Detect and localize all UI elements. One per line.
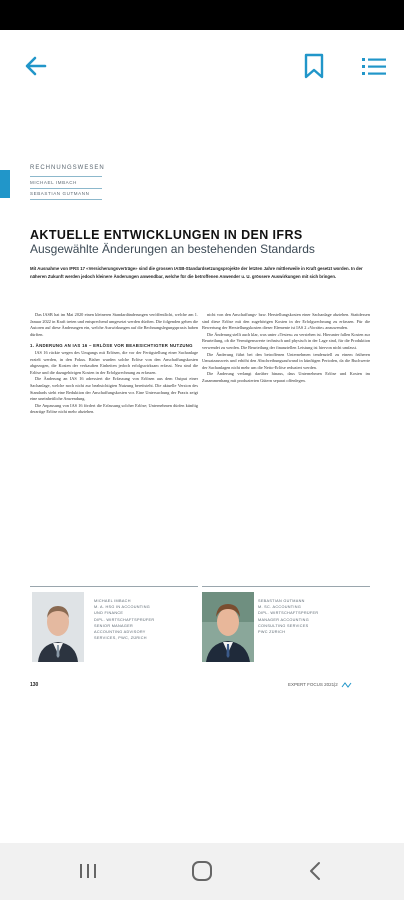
back-button[interactable] <box>20 50 52 82</box>
bio-line: DIPL. WIRTSCHAFTSPRÜFER <box>94 617 155 622</box>
journal-logo-icon <box>341 682 353 688</box>
bio-line: M. SC. ACCOUNTING <box>258 605 302 610</box>
home-button[interactable] <box>187 858 217 884</box>
recents-button[interactable] <box>73 858 103 884</box>
status-bar <box>0 0 404 30</box>
paragraph: Die Änderung an IAS 16 adressiert die Erfassung von Erlösen aus dem Output einer Sachanlage, welche noch nicht zur beabsichtigten Nutzung bereitsteht. Die aktuelle Version des Standards sieht eine Reduktion der Anschaffungskosten vor. Eine Untersuchung der Praxis zeigt eine uneinheitliche Anwendung. <box>30 376 198 402</box>
system-back-button[interactable] <box>301 858 331 884</box>
bio-line: SENIOR MANAGER <box>94 623 134 628</box>
bio-line: SEBASTIAN GUTMANN <box>258 599 305 603</box>
table-of-contents-button[interactable] <box>358 50 390 82</box>
bio-line: CONSULTING SERVICES <box>258 623 309 628</box>
author-photo-1 <box>32 592 84 662</box>
body-column-right <box>202 312 370 582</box>
journal-name: EXPERT FOCUS 2021|2 <box>288 682 338 688</box>
section-marker <box>0 170 10 198</box>
bio-line: UND FINANCE <box>94 611 124 616</box>
bio-line: MICHAEL IMBACH <box>94 599 131 603</box>
author-2: SEBASTIAN GUTMANN <box>30 191 90 196</box>
paragraph: Die Änderung stellt auch klar, was unter «Testen» zu verstehen ist. Hierunter fallen Kosten zur Beurteilung, ob die Vermögenswerte technisch und physisch in der Lage sind, für die Produktion verwendet zu werden. Die Beurteilung der finanziellen Leistung ist hiervon nicht umfasst. <box>202 331 370 350</box>
column-rule <box>202 586 370 587</box>
section-heading: 1. ÄNDERUNG AN IAS 16 – ERLÖSE VOR BEABSICHTIGTER NUTZUNG <box>30 343 193 349</box>
list-menu-icon <box>360 54 388 78</box>
home-icon <box>190 859 214 883</box>
page-number: 130 <box>30 682 39 688</box>
paragraph: Die Änderung verlangt darüber hinaus, dass Unternehmen Erlöse und Kosten im Zusammenhang mit produzierten Gütern separat offenlegen. <box>202 371 370 383</box>
recents-icon <box>77 861 99 881</box>
bio-line: SERVICES, PWC, ZÜRICH <box>94 636 147 641</box>
author-bio-1 <box>94 598 154 641</box>
paragraph: nicht von den Anschaffungs- bzw. Herstellungskosten einer Sachanlage abziehen. Stattdessen sind diese Erlöse mit den zugehörigen Kosten in der Erfolgsrechnung zu erfassen. Für die Bewertung der Herstellungskosten dieser Elemente ist IAS 2 «Vorräte» anzuwenden. <box>202 312 370 331</box>
section-rule <box>30 176 102 177</box>
bio-line: DIPL. WIRTSCHAFTSPRÜFER <box>258 611 319 616</box>
paragraph: Die Anpassung von IAS 16 fördert die Erfassung solcher Erlöse; Unternehmen dürfen künftig derartige Erlöse nicht mehr abziehen. <box>30 402 198 415</box>
paragraph: Die Änderung führt bei den betroffenen Unternehmen tendenziell zu einem früheren Umsatzausweis und erhöht den Abschreibungsaufwand in künftigen Perioden, da die Buchwerte der Sachanlagen nicht mehr um die Netto-Erlöse reduziert werden. <box>202 351 370 370</box>
column-rule <box>30 586 198 587</box>
bio-line: ACCOUNTING ADVISORY <box>94 630 146 635</box>
author-bio-2 <box>258 598 318 635</box>
arrow-left-icon <box>23 53 49 79</box>
bookmark-button[interactable] <box>298 50 330 82</box>
article-subtitle: Ausgewählte Änderungen an bestehenden Standards <box>30 242 315 256</box>
bio-line: M. A. HSG IN ACCOUNTING <box>94 605 151 610</box>
bookmark-icon <box>301 52 327 80</box>
author-photo-2 <box>202 592 254 662</box>
section-label: RECHNUNGSWESEN <box>30 165 105 171</box>
paragraph: IAS 16 rückte wegen des Umgangs mit Erlösen, die vor der Fertigstellung einer Sachanlage erzielt werden, in den Fokus. Bisher wurden solche Erlöse von den Anschaffungskosten abgezogen, die Kosten der verkauften Einheiten jedoch erfolgswirksam erfasst. Neu sind die Erlöse und die dazugehörigen Kosten in der Erfolgsrechnung zu erfassen. <box>30 349 198 375</box>
back-chevron-icon <box>306 860 326 882</box>
article-title: AKTUELLE ENTWICKLUNGEN IN DEN IFRS <box>30 228 303 242</box>
body-column-left <box>30 312 198 582</box>
author-rule <box>30 199 102 200</box>
author-1: MICHAEL IMBACH <box>30 180 77 185</box>
journal-footer <box>288 682 353 688</box>
bio-line: PWC ZÜRICH <box>258 630 286 635</box>
author-rule <box>30 188 102 189</box>
bio-line: MANAGER ACCOUNTING <box>258 617 309 622</box>
paragraph: Das IASB hat im Mai 2020 einen kleineren Standardänderungen veröffentlicht, welche am 1. Januar 2022 in Kraft treten und entsprechend umgesetzt werden dürften. Die folgenden gehen die Autoren auf diese Änderungen ein, welche Auswirkungen auf die Rechnungslegungspraxis haben dürften. <box>30 312 198 337</box>
reader-toolbar <box>0 30 404 100</box>
article-lead: Mit Ausnahme von IFRS 17 «Versicherungsverträge» sind die grossen IASB-Standardsetzungsprojekte der letzten Jahre mittlerweile in Kraft gesetzt worden. In der näheren Zukunft werden jedoch kleinere Änderungen anwendbar, welche für die betroffenen Anwender u. U. grössere Auswirkungen mit sich bringen. <box>30 266 363 279</box>
